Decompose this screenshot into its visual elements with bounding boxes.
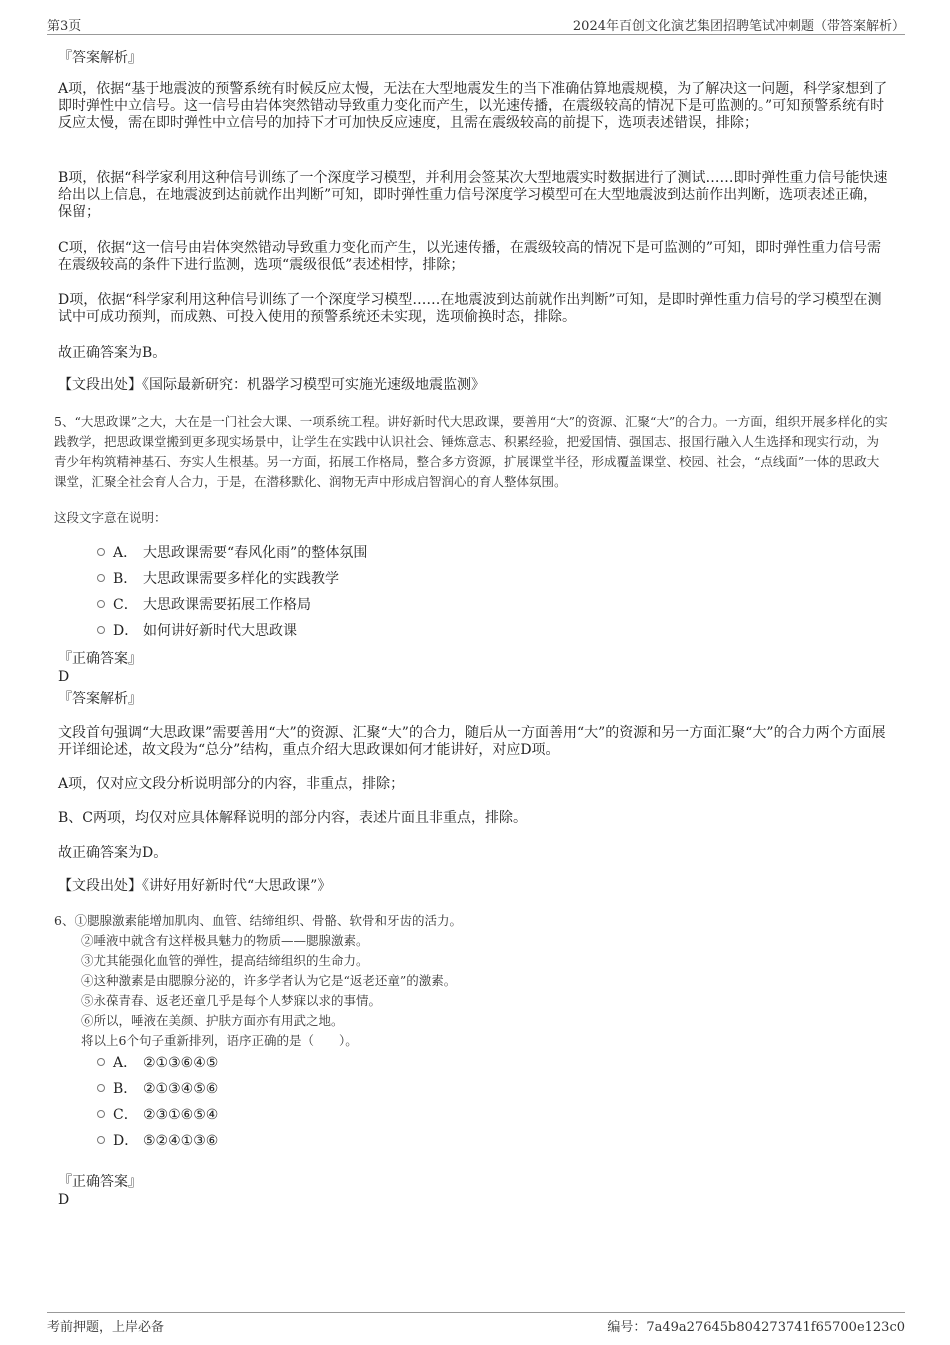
page-number: 第3页 [47, 19, 82, 34]
document-id: 编号：7a49a27645b804273741f65700e123c0 [607, 1320, 905, 1335]
q5-analysis-label: 『答案解析』 [58, 691, 142, 707]
page-header [47, 14, 905, 35]
q6-line-4: ④这种激素是由腮腺分泌的，许多学者认为它是“返老还童”的激素。 [81, 973, 457, 988]
q5-option-b[interactable]: B． 大思政课需要多样化的实践教学 [97, 569, 339, 589]
q5-conclusion: 故正确答案为D。 [58, 845, 168, 861]
q6-option-c[interactable]: C． ②③①⑥⑤④ [97, 1105, 218, 1125]
q5-analysis-a: A项，仅对应文段分析说明部分的内容，非重点，排除； [58, 776, 405, 792]
page-footer [47, 1312, 905, 1335]
radio-icon[interactable] [97, 1058, 105, 1066]
q5-analysis: 文段首句强调“大思政课”需要善用“大”的资源、汇聚“大”的合力，随后从一方面善用“大”的资源和另一方面汇聚“大”的合力两个方面展开详细论述，故文段为“总分”结构，重点介绍大思政课如何才能讲好，对应D项。 [58, 725, 886, 758]
radio-icon[interactable] [97, 1084, 105, 1092]
radio-icon[interactable] [97, 1110, 105, 1118]
radio-icon[interactable] [97, 1136, 105, 1144]
q4-source: 【文段出处】《国际最新研究：机器学习模型可实施光速级地震监测》 [58, 377, 485, 393]
q4-analysis-d: D项，依据“科学家利用这种信号训练了一个深度学习模型……在地震波到达前就作出判断”可知，是即时弹性重力信号的学习模型在测试中可成功预判，而成熟、可投入使用的预警系统还未实现，选项偷换时态，排除。 [58, 292, 882, 325]
q5-answer: D [58, 669, 70, 685]
radio-icon[interactable] [97, 600, 105, 608]
q6-option-a[interactable]: A． ②①③⑥④⑤ [97, 1053, 218, 1073]
q5-source: 【文段出处】《讲好用好新时代“大思政课”》 [58, 878, 332, 894]
q4-conclusion: 故正确答案为B。 [58, 345, 167, 361]
q6-line-5: ⑤永葆青春、返老还童几乎是每个人梦寐以求的事情。 [81, 993, 382, 1008]
q6-answer-label: 『正确答案』 [58, 1174, 142, 1190]
q6-line-2: ②唾液中就含有这样极具魅力的物质——腮腺激素。 [81, 933, 369, 948]
q5-option-a[interactable]: A． 大思政课需要“春风化雨”的整体氛围 [97, 543, 367, 563]
q5-passage: 5、“大思政课”之大，大在是一门社会大课、一项系统工程。讲好新时代大思政课，要善用“大”的资源、汇聚“大”的合力。一方面，组织开展多样化的实践教学，把思政课堂搬到更多现实场景中，让学生在实践中认识社会、锤炼意志、积累经验，把爱国情、强国志、报国行融入人生选择和现实行动，为青少年构筑精神基石、夯实人生根基。另一方面，拓展工作格局，整合多方资源，扩展课堂半径，形成覆盖课堂、校园、社会，“点线面”一体的思政大课堂，汇聚全社会育人合力，于是，在潜移默化、润物无声中形成启智润心的育人整体氛围。 [54, 414, 888, 489]
q6-line-3: ③尤其能强化血管的弹性，提高结缔组织的生命力。 [81, 953, 369, 968]
q4-analysis-a: A项，依据“基于地震波的预警系统有时候反应太慢，无法在大型地震发生的当下准确估算地震规模，为了解决这一问题，科学家想到了即时弹性中立信号。这一信号由岩体突然错动导致重力变化而产生，以光速传播，在震级较高的情况下是可监测的。”可知预警系统有时反应太慢，需在即时弹性中立信号的加持下才可加快反应速度，且需在震级较高的前提下，选项表述错误，排除； [58, 81, 888, 131]
q4-analysis-label: 『答案解析』 [58, 50, 142, 66]
radio-icon[interactable] [97, 548, 105, 556]
radio-icon[interactable] [97, 574, 105, 582]
q6-option-b[interactable]: B． ②①③④⑤⑥ [97, 1079, 218, 1099]
footer-slogan: 考前押题，上岸必备 [47, 1320, 165, 1335]
q5-option-d[interactable]: D． 如何讲好新时代大思政课 [97, 621, 297, 641]
q6-line-6: ⑥所以，唾液在美颜、护肤方面亦有用武之地。 [81, 1013, 344, 1028]
radio-icon[interactable] [97, 626, 105, 634]
q6-question: 将以上6个句子重新排列，语序正确的是（ ）。 [81, 1033, 358, 1048]
q6-option-d[interactable]: D． ⑤②④①③⑥ [97, 1131, 218, 1151]
q6-line-1: 6、①腮腺激素能增加肌肉、血管、结缔组织、骨骼、软骨和牙齿的活力。 [54, 913, 462, 928]
q5-answer-label: 『正确答案』 [58, 651, 142, 667]
q4-analysis-c: C项，依据“这一信号由岩体突然错动导致重力变化而产生，以光速传播，在震级较高的情况下是可监测的”可知，即时弹性重力信号需在震级较高的条件下进行监测，选项“震级很低”表述相悖，排除； [58, 240, 882, 273]
q6-answer: D [58, 1192, 70, 1208]
q5-option-c[interactable]: C． 大思政课需要拓展工作格局 [97, 595, 311, 615]
q5-analysis-bc: B、C两项，均仅对应具体解释说明的部分内容，表述片面且非重点，排除。 [58, 810, 527, 826]
q4-analysis-b: B项，依据“科学家利用这种信号训练了一个深度学习模型，并利用会签某次大型地震实时数据进行了测试……即时弹性重力信号能快速给出以上信息，在地震波到达前就作出判断”可知，即时弹性重力信号深度学习模型可在大型地震波到达前作出判断，选项表述正确，保留； [58, 170, 888, 220]
q5-question: 这段文字意在说明： [54, 510, 167, 525]
document-title: 2024年百创文化演艺集团招聘笔试冲刺题（带答案解析） [572, 19, 905, 34]
